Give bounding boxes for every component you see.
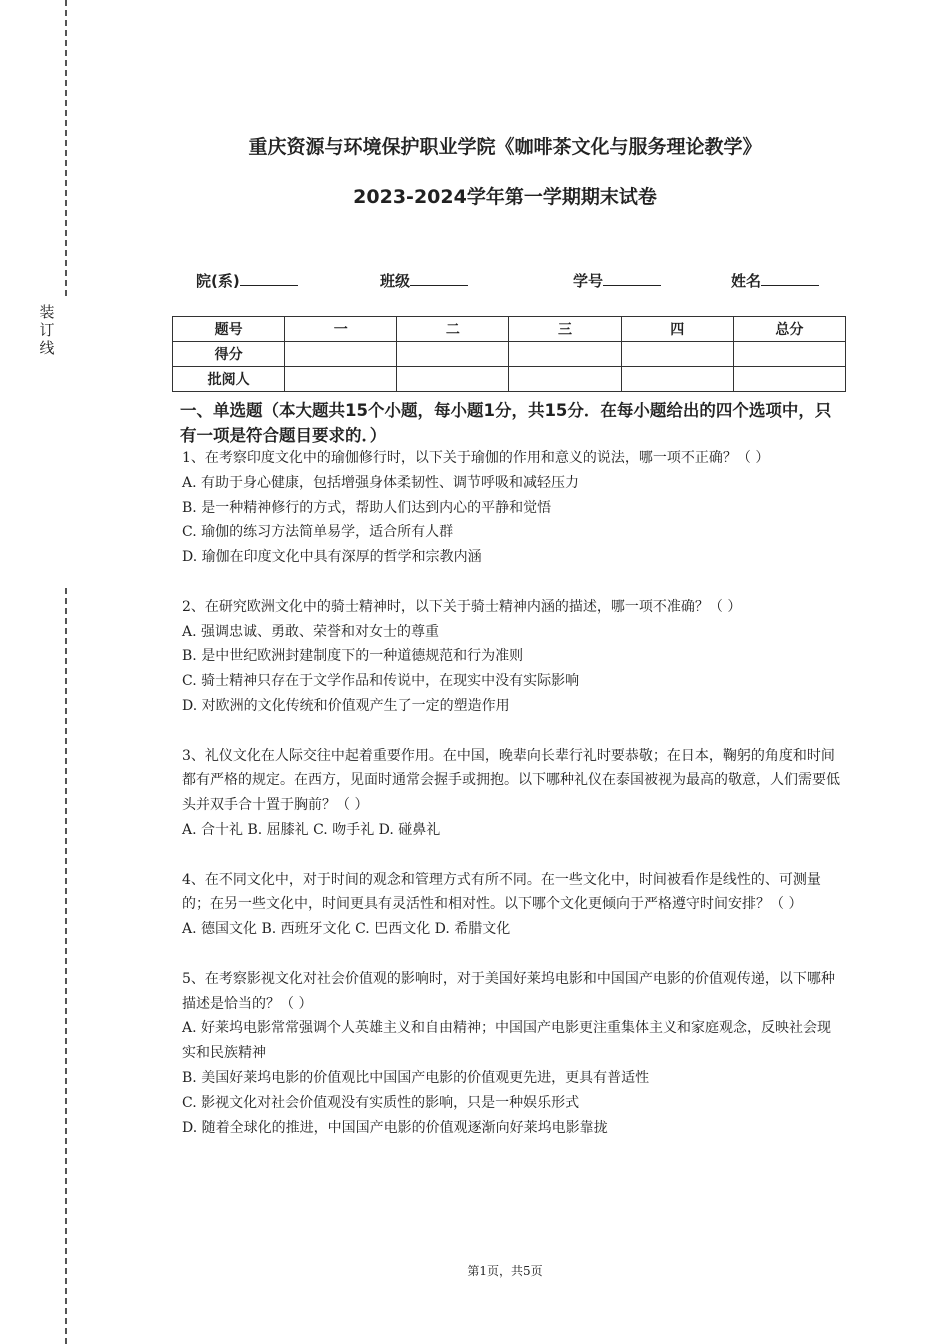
question-list bbox=[182, 446, 842, 1140]
department-label: 院(系) bbox=[196, 272, 240, 290]
question-option: B. 是一种精神修行的方式，帮助人们达到内心的平静和觉悟 bbox=[182, 499, 552, 516]
question-stem: 2、在研究欧洲文化中的骑士精神时，以下关于骑士精神内涵的描述，哪一项不准确？（ ） bbox=[182, 598, 742, 615]
grader-cell[interactable] bbox=[733, 367, 845, 392]
question-option: A. 有助于身心健康，包括增强身体柔韧性、调节呼吸和减轻压力 bbox=[182, 474, 580, 491]
question-option: B. 是中世纪欧洲封建制度下的一种道德规范和行为准则 bbox=[182, 648, 524, 665]
score-cell[interactable] bbox=[285, 342, 397, 367]
question-option: C. 瑜伽的练习方法简单易学，适合所有人群 bbox=[182, 524, 454, 541]
question-option: A. 德国文化 B. 西班牙文化 C. 巴西文化 D. 希腊文化 bbox=[182, 921, 511, 938]
grader-row bbox=[173, 367, 846, 392]
question-item bbox=[182, 868, 842, 942]
grader-cell[interactable] bbox=[621, 367, 733, 392]
score-table bbox=[172, 316, 846, 392]
question-stem: 3、礼仪文化在人际交往中起着重要作用。在中国，晚辈向长辈行礼时要恭敬；在日本，鞠躬的角度和时间都有严格的规定。在西方，见面时通常会握手或拥抱。以下哪种礼仪在泰国被视为最高的敬意，人们需要低头并双手合十置于胸前？（ ） bbox=[182, 747, 840, 814]
score-cell[interactable] bbox=[509, 342, 621, 367]
grader-cell[interactable] bbox=[285, 367, 397, 392]
question-item bbox=[182, 967, 842, 1141]
question-option: D. 随着全球化的推进，中国国产电影的价值观逐渐向好莱坞电影靠拢 bbox=[182, 1119, 608, 1136]
section-heading: 一、单选题（本大题共15个小题，每小题1分，共15分．在每小题给出的四个选项中，只有一项是符合题目要求的．） bbox=[180, 401, 832, 445]
score-header-cell: 四 bbox=[621, 317, 733, 342]
score-table-header-row bbox=[173, 317, 846, 342]
binding-label: 装订线 bbox=[39, 303, 55, 357]
department-field[interactable] bbox=[196, 270, 298, 291]
page-footer: 第1页，共5页 bbox=[467, 1264, 543, 1278]
question-stem: 4、在不同文化中，对于时间的观念和管理方式有所不同。在一些文化中，时间被看作是线性的、可测量的；在另一些文化中，时间更具有灵活性和相对性。以下哪个文化更倾向于严格遵守时间安排？（ ） bbox=[182, 871, 821, 913]
score-header-cell: 题号 bbox=[173, 317, 285, 342]
score-header-cell: 三 bbox=[509, 317, 621, 342]
grader-cell[interactable] bbox=[397, 367, 509, 392]
question-option: D. 对欧洲的文化传统和价值观产生了一定的塑造作用 bbox=[182, 697, 510, 714]
score-header-cell: 一 bbox=[285, 317, 397, 342]
score-cell[interactable] bbox=[397, 342, 509, 367]
question-option: A. 合十礼 B. 屈膝礼 C. 吻手礼 D. 碰鼻礼 bbox=[182, 821, 441, 838]
question-item bbox=[182, 744, 842, 843]
question-option: C. 骑士精神只存在于文学作品和传说中，在现实中没有实际影响 bbox=[182, 673, 580, 690]
name-field[interactable] bbox=[731, 270, 819, 291]
class-field[interactable] bbox=[380, 270, 468, 291]
score-row bbox=[173, 342, 846, 367]
question-item bbox=[182, 446, 842, 570]
score-header-cell: 二 bbox=[397, 317, 509, 342]
score-cell[interactable] bbox=[733, 342, 845, 367]
question-stem: 5、在考察影视文化对社会价值观的影响时，对于美国好莱坞电影和中国国产电影的价值观传递，以下哪种描述是恰当的？（ ） bbox=[182, 970, 835, 1012]
question-item bbox=[182, 595, 842, 719]
exam-title-line1: 重庆资源与环境保护职业学院《咖啡茶文化与服务理论教学》 bbox=[248, 136, 762, 158]
question-option: C. 影视文化对社会价值观没有实质性的影响，只是一种娱乐形式 bbox=[182, 1094, 580, 1111]
question-option: A. 好莱坞电影常常强调个人英雄主义和自由精神；中国国产电影更注重集体主义和家庭观念，反映社会现实和民族精神 bbox=[182, 1020, 832, 1062]
name-label: 姓名 bbox=[731, 272, 762, 290]
score-row-label: 得分 bbox=[173, 342, 285, 367]
student-id-label: 学号 bbox=[573, 272, 604, 290]
grader-row-label: 批阅人 bbox=[173, 367, 285, 392]
score-header-cell: 总分 bbox=[733, 317, 845, 342]
question-option: D. 瑜伽在印度文化中具有深厚的哲学和宗教内涵 bbox=[182, 549, 482, 566]
exam-title-line2: 2023-2024学年第一学期期末试卷 bbox=[353, 186, 657, 208]
grader-cell[interactable] bbox=[509, 367, 621, 392]
question-option: B. 美国好莱坞电影的价值观比中国国产电影的价值观更先进，更具有普适性 bbox=[182, 1069, 650, 1086]
class-label: 班级 bbox=[380, 272, 411, 290]
score-cell[interactable] bbox=[621, 342, 733, 367]
student-id-field[interactable] bbox=[573, 270, 661, 291]
question-option: A. 强调忠诚、勇敢、荣誉和对女士的尊重 bbox=[182, 623, 440, 640]
question-stem: 1、在考察印度文化中的瑜伽修行时，以下关于瑜伽的作用和意义的说法，哪一项不正确？（ ） bbox=[182, 450, 770, 466]
